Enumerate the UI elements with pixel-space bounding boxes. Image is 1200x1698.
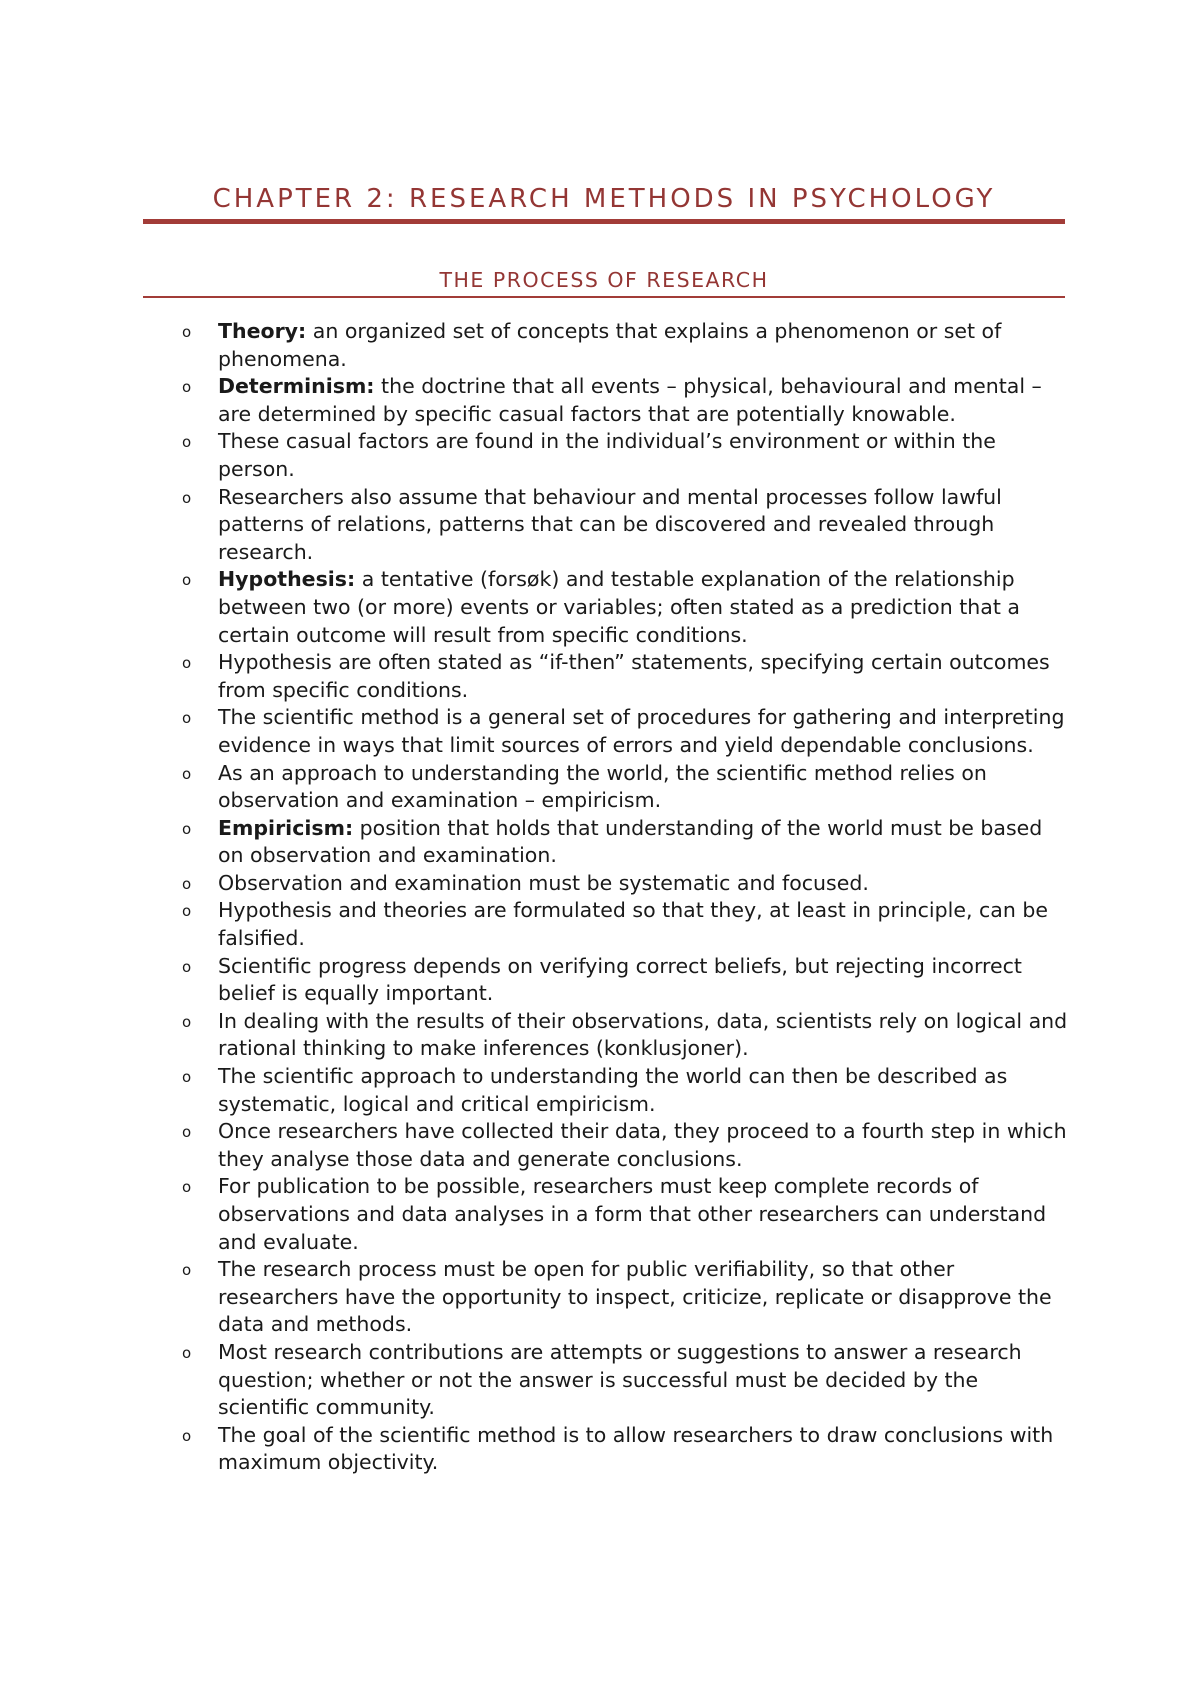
bullet-marker-icon: o [182,433,192,452]
bullet-text: position that holds that understanding of the world must be based on observation and examination. [218,815,1043,868]
bullet-marker-icon: o [182,902,192,921]
bullet-text: Hypothesis are often stated as “if-then” statements, specifying certain outcomes from specific conditions. [218,650,1050,702]
chapter-title: CHAPTER 2: RESEARCH METHODS IN PSYCHOLOGY [212,184,996,214]
bullet-marker-icon: o [182,571,192,590]
bullet-item [182,815,1072,870]
bullet-item [182,1422,1072,1477]
bullet-marker-icon: o [182,1426,192,1445]
bullet-item [182,373,1072,428]
bullet-text: Researchers also assume that behaviour and mental processes follow lawful patterns of relations, patterns that can be discovered and revealed through research. [218,484,1002,564]
bullet-text: These casual factors are found in the individual’s environment or within the person. [218,429,996,481]
bullet-item [182,318,1072,373]
bullet-item [182,428,1072,483]
bullet-item [182,1256,1072,1339]
bullet-marker-icon: o [182,1343,192,1362]
bullet-item [182,897,1072,952]
bullet-marker-icon: o [182,1178,192,1197]
bullet-marker-icon: o [182,1261,192,1280]
bullet-text: The scientific method is a general set of procedures for gathering and interpreting evidence in ways that limit sources of errors and yield dependable conclusions. [218,705,1065,757]
bullet-marker-icon: o [182,378,192,397]
bullet-text: In dealing with the results of their observations, data, scientists rely on logical and rational thinking to make inferences (konklusjoner). [218,1008,1068,1061]
bullet-marker-icon: o [182,1012,192,1031]
bullet-item [182,1173,1072,1256]
bullet-marker-icon: o [182,957,192,976]
bullet-text: a tentative (forsøk) and testable explanation of the relationship between two (or more) events or variables; often stated as a prediction that a certain outcome will result from specific conditions. [218,567,1020,647]
section-title: THE PROCESS OF RESEARCH [439,268,769,292]
bullet-marker-icon: o [182,488,192,507]
bullet-item [182,704,1072,759]
bullet-marker-icon: o [182,654,192,673]
bullet-marker-icon: o [182,709,192,728]
bullet-text: Scientific progress depends on verifying correct beliefs, but rejecting incorrect belief is equally important. [218,953,1022,1006]
bullet-text: an organized set of concepts that explains a phenomenon or set of phenomena. [218,319,1002,371]
bullet-term: Hypothesis: [218,567,356,592]
section-title-underline [143,296,1065,298]
bullet-term: Determinism: [218,374,375,399]
bullet-text: the doctrine that all events – physical, behavioural and mental – are determined by specific casual factors that are potentially knowable. [218,374,1042,426]
bullet-item [182,484,1072,567]
bullet-text: Most research contributions are attempts or suggestions to answer a research question; whether or not the answer is successful must be decided by the scientific community. [218,1339,1022,1420]
bullet-marker-icon: o [182,1123,192,1142]
bullet-text: Once researchers have collected their data, they proceed to a fourth step in which they analyse those data and generate conclusions. [218,1119,1067,1171]
bullet-text: Hypothesis and theories are formulated so that they, at least in principle, can be falsified. [218,898,1048,951]
bullet-marker-icon: o [182,819,192,838]
bullet-marker-icon: o [182,323,192,341]
bullet-item [182,1118,1072,1173]
bullet-item [182,953,1072,1008]
bullet-item [182,566,1072,649]
bullet-item [182,1339,1072,1422]
bullet-item [182,649,1072,704]
bullet-text: The research process must be open for public verifiability, so that other researchers have the opportunity to inspect, criticize, replicate or disapprove the data and methods. [218,1257,1052,1337]
bullet-item [182,1063,1072,1118]
bullet-marker-icon: o [182,1068,192,1087]
bullet-text: For publication to be possible, researchers must keep complete records of observations and data analyses in a form that other researchers can understand and evaluate. [218,1174,1047,1254]
bullet-item [182,870,1072,898]
chapter-title-underline [143,219,1065,224]
bullet-marker-icon: o [182,874,192,893]
bullet-text: The goal of the scientific method is to allow researchers to draw conclusions with maximum objectivity. [218,1422,1054,1475]
bullet-item [182,1008,1072,1063]
bullet-list [182,318,1072,1477]
bullet-text: As an approach to understanding the world, the scientific method relies on observation and examination – empiricism. [218,760,987,813]
bullet-term: Theory: [218,319,307,343]
bullet-item [182,760,1072,815]
bullet-marker-icon: o [182,764,192,783]
bullet-text: Observation and examination must be systematic and focused. [218,870,869,895]
bullet-text: The scientific approach to understanding the world can then be described as systematic, logical and critical empiricism. [218,1064,1008,1116]
bullet-term: Empiricism: [218,815,354,840]
